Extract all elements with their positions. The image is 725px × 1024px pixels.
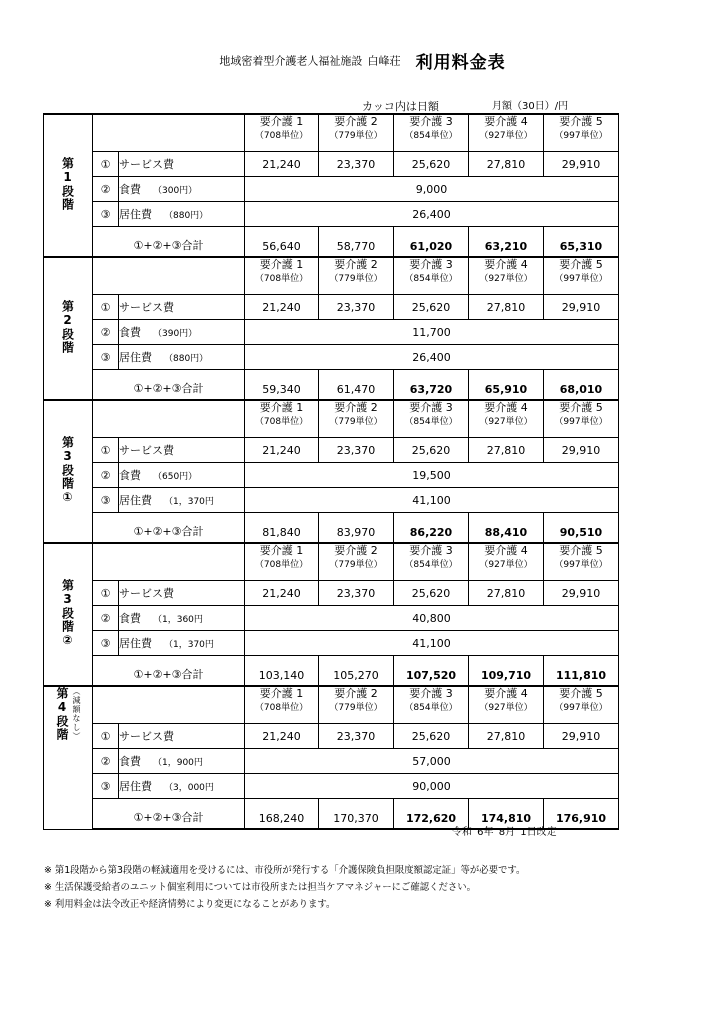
total-value: 83,970 [319,513,394,544]
service-fee-value: 25,620 [394,152,469,177]
care-level-header-row [44,686,619,724]
food-daily-price: （650円） [153,472,198,482]
service-fee-value: 29,910 [544,438,619,463]
header-blank-cell [93,257,245,295]
room-daily-price: （3，000円 [164,783,214,793]
care-level-units: （927単位） [479,417,533,427]
stage-label [44,400,93,543]
care-level-header [544,686,619,724]
care-level-units: （854単位） [404,560,458,570]
total-label: ①+②+③合計 [93,227,245,258]
room-fee-label: 居住費 [119,637,152,650]
header-blank-cell [93,686,245,724]
food-daily-price: （1，360円 [153,615,203,625]
total-value: 81,840 [245,513,319,544]
footnote-item: ※ 利用料金は法令改正や経済情勢により変更になることがあります。 [44,899,336,910]
item-label [119,438,245,463]
care-level-header [469,543,544,581]
total-row [44,370,619,401]
food-fee-row [44,463,619,488]
food-daily-price: （300円） [153,186,198,196]
footnote-item: ※ 生活保護受給者のユニット個室利用については市役所または担当ケアマネジャーにご確認ください。 [44,882,476,893]
room-fee-label: 居住費 [119,351,152,364]
item-label [119,606,245,631]
room-daily-price: （1，370円 [164,497,214,507]
item-number: ① [93,152,119,177]
stage-label [44,686,93,829]
care-level-header [245,686,319,724]
home-name: 白峰荘 [367,54,401,68]
care-level-label: 要介護 2 [334,544,378,557]
room-fee-value: 90,000 [245,774,619,799]
total-value: 63,720 [394,370,469,401]
care-level-header-row [44,400,619,438]
service-fee-value: 23,370 [319,581,394,606]
service-fee-value: 27,810 [469,438,544,463]
item-number: ② [93,606,119,631]
service-fee-row [44,152,619,177]
stage-label [44,543,93,686]
service-fee-value: 25,620 [394,581,469,606]
service-fee-value: 29,910 [544,581,619,606]
care-level-header [394,543,469,581]
food-daily-price: （390円） [153,329,198,339]
care-level-header [245,400,319,438]
care-level-label: 要介護 1 [259,258,304,271]
care-level-header [469,257,544,295]
monthly-unit-note: 月額（30日）/円 [492,101,569,112]
item-number: ③ [93,774,119,799]
header-blank-cell [93,114,245,152]
food-fee-value: 19,500 [245,463,619,488]
care-level-label: 要介護 5 [559,258,603,271]
service-fee-label: サービス費 [119,444,174,457]
service-fee-value: 23,370 [319,152,394,177]
care-level-header [394,686,469,724]
total-value: 63,210 [469,227,544,258]
care-level-header [319,686,394,724]
item-number: ① [93,724,119,749]
stage-name: 第4段階 [55,687,69,741]
service-fee-row [44,438,619,463]
item-number: ③ [93,488,119,513]
care-level-label: 要介護 5 [559,544,603,557]
item-label [119,177,245,202]
service-fee-label: サービス費 [119,158,174,171]
care-level-label: 要介護 4 [484,687,528,700]
care-level-units: （854単位） [404,703,458,713]
care-level-units: （997単位） [554,417,608,427]
total-value: 88,410 [469,513,544,544]
total-value: 176,910 [544,799,619,830]
room-fee-value: 41,100 [245,631,619,656]
room-fee-row [44,202,619,227]
service-fee-value: 23,370 [319,295,394,320]
care-level-label: 要介護 1 [259,687,304,700]
total-value: 65,310 [544,227,619,258]
care-level-units: （708単位） [254,703,309,713]
stage-name: 第3段階① [60,435,75,505]
room-fee-value: 41,100 [245,488,619,513]
item-label [119,463,245,488]
care-level-label: 要介護 2 [334,115,378,128]
care-level-header [245,257,319,295]
service-fee-value: 21,240 [245,724,319,749]
care-level-header [245,114,319,152]
total-value: 109,710 [469,656,544,687]
revision-date: 令和 6年 8月 1日改定 [452,827,557,838]
total-value: 65,910 [469,370,544,401]
total-value: 61,020 [394,227,469,258]
stage-label [44,114,93,257]
food-fee-value: 9,000 [245,177,619,202]
care-level-header [319,543,394,581]
care-level-header-row [44,257,619,295]
stage-label [44,257,93,400]
item-label [119,320,245,345]
item-number: ① [93,295,119,320]
total-value: 68,010 [544,370,619,401]
care-level-units: （997単位） [554,560,608,570]
care-level-label: 要介護 3 [409,687,453,700]
care-level-label: 要介護 4 [484,544,528,557]
total-label: ①+②+③合計 [93,370,245,401]
total-value: 168,240 [245,799,319,830]
service-fee-value: 29,910 [544,152,619,177]
service-fee-label: サービス費 [119,301,174,314]
room-daily-price: （1，370円 [164,640,214,650]
item-number: ③ [93,202,119,227]
care-level-header [394,257,469,295]
facility-name: 地域密着型介護老人福祉施設 [219,54,363,68]
care-level-header [544,114,619,152]
header-blank-cell [93,543,245,581]
service-fee-label: サービス費 [119,587,174,600]
service-fee-value: 25,620 [394,724,469,749]
service-fee-value: 21,240 [245,152,319,177]
care-level-units: （779単位） [329,131,383,141]
care-level-header-row [44,114,619,152]
care-level-units: （779単位） [329,560,383,570]
document-title [0,48,725,73]
care-level-header-row [44,543,619,581]
food-daily-price: （1，900円 [153,758,203,768]
total-value: 56,640 [245,227,319,258]
stage-name: 第3段階② [60,578,75,648]
care-level-units: （927単位） [479,703,533,713]
service-fee-label: サービス費 [119,730,174,743]
total-value: 170,370 [319,799,394,830]
total-value: 174,810 [469,799,544,830]
food-fee-value: 40,800 [245,606,619,631]
food-fee-row [44,749,619,774]
care-level-units: （997単位） [554,131,608,141]
room-fee-value: 26,400 [245,345,619,370]
care-level-header [544,400,619,438]
item-number: ② [93,749,119,774]
room-fee-row [44,345,619,370]
service-fee-value: 27,810 [469,152,544,177]
care-level-header [245,543,319,581]
care-level-units: （854単位） [404,274,458,284]
item-label [119,345,245,370]
total-value: 111,810 [544,656,619,687]
care-level-label: 要介護 5 [559,687,603,700]
item-label [119,724,245,749]
total-label: ①+②+③合計 [93,656,245,687]
item-label [119,202,245,227]
care-level-label: 要介護 4 [484,401,528,414]
total-row [44,656,619,687]
care-level-header [394,400,469,438]
care-level-units: （927単位） [479,131,533,141]
care-level-header [469,686,544,724]
service-fee-value: 21,240 [245,581,319,606]
item-number: ③ [93,345,119,370]
total-row [44,513,619,544]
service-fee-value: 27,810 [469,581,544,606]
daily-amount-note: カッコ内は日額 [362,100,439,113]
item-number: ③ [93,631,119,656]
room-fee-row [44,774,619,799]
food-fee-row [44,606,619,631]
service-fee-row [44,724,619,749]
care-level-header [394,114,469,152]
food-fee-row [44,320,619,345]
total-value: 59,340 [245,370,319,401]
service-fee-value: 23,370 [319,438,394,463]
total-value: 105,270 [319,656,394,687]
header-blank-cell [93,400,245,438]
care-level-label: 要介護 4 [484,258,528,271]
care-level-units: （779単位） [329,703,383,713]
item-number: ② [93,177,119,202]
care-level-label: 要介護 2 [334,687,378,700]
service-fee-value: 29,910 [544,295,619,320]
food-fee-value: 57,000 [245,749,619,774]
room-fee-label: 居住費 [119,208,152,221]
total-value: 58,770 [319,227,394,258]
care-level-units: （708単位） [254,131,309,141]
service-fee-value: 25,620 [394,295,469,320]
care-level-header [469,400,544,438]
care-level-header [469,114,544,152]
total-label: ①+②+③合計 [93,513,245,544]
care-level-label: 要介護 3 [409,401,453,414]
care-level-units: （854単位） [404,131,458,141]
total-value: 172,620 [394,799,469,830]
room-fee-row [44,631,619,656]
food-fee-label: 食費 [119,183,141,196]
stage-name: 第2段階 [60,300,75,354]
food-fee-label: 食費 [119,326,141,339]
room-daily-price: （880円） [164,211,209,221]
footnote-item: ※ 第1段階から第3段階の軽減適用を受けるには、市役所が発行する「介護保険負担限度額認定証」等が必要です。 [44,865,526,876]
care-level-label: 要介護 1 [259,401,304,414]
care-level-units: （997単位） [554,274,608,284]
care-level-label: 要介護 2 [334,258,378,271]
room-fee-label: 居住費 [119,780,152,793]
service-fee-value: 23,370 [319,724,394,749]
care-level-units: （708単位） [254,560,309,570]
service-fee-value: 21,240 [245,438,319,463]
item-label [119,749,245,774]
item-label [119,631,245,656]
care-level-units: （927単位） [479,274,533,284]
care-level-header [319,400,394,438]
service-fee-value: 25,620 [394,438,469,463]
item-label [119,488,245,513]
page-title: 利用料金表 [415,53,506,73]
total-row [44,227,619,258]
care-level-units: （854単位） [404,417,458,427]
care-level-units: （997単位） [554,703,608,713]
room-fee-value: 26,400 [245,202,619,227]
item-number: ② [93,463,119,488]
item-number: ② [93,320,119,345]
total-value: 86,220 [394,513,469,544]
care-level-label: 要介護 3 [409,544,453,557]
care-level-label: 要介護 2 [334,401,378,414]
care-level-label: 要介護 3 [409,115,453,128]
care-level-label: 要介護 1 [259,544,304,557]
food-fee-value: 11,700 [245,320,619,345]
care-level-label: 要介護 3 [409,258,453,271]
care-level-units: （779単位） [329,417,383,427]
room-fee-row [44,488,619,513]
room-fee-label: 居住費 [119,494,152,507]
item-number: ① [93,581,119,606]
service-fee-value: 27,810 [469,724,544,749]
item-label [119,581,245,606]
item-label [119,774,245,799]
care-level-header [319,114,394,152]
footnotes [44,862,525,913]
service-fee-value: 21,240 [245,295,319,320]
item-number: ① [93,438,119,463]
care-level-units: （708単位） [254,417,309,427]
service-fee-row [44,581,619,606]
service-fee-value: 29,910 [544,724,619,749]
service-fee-row [44,295,619,320]
fee-table [43,113,619,830]
total-value: 90,510 [544,513,619,544]
care-level-label: 要介護 4 [484,115,528,128]
item-label [119,295,245,320]
care-level-label: 要介護 5 [559,401,603,414]
care-level-units: （708単位） [254,274,309,284]
food-fee-label: 食費 [119,612,141,625]
stage-name: 第1段階 [60,157,75,211]
care-level-label: 要介護 5 [559,115,603,128]
room-daily-price: （880円） [164,354,209,364]
stage-note: （減額なし） [72,687,81,741]
care-level-label: 要介護 1 [259,115,304,128]
food-fee-label: 食費 [119,469,141,482]
care-level-header [544,257,619,295]
total-label: ①+②+③合計 [93,799,245,830]
care-level-header [544,543,619,581]
care-level-units: （927単位） [479,560,533,570]
total-value: 103,140 [245,656,319,687]
total-value: 61,470 [319,370,394,401]
care-level-header [319,257,394,295]
total-value: 107,520 [394,656,469,687]
food-fee-row [44,177,619,202]
food-fee-label: 食費 [119,755,141,768]
service-fee-value: 27,810 [469,295,544,320]
care-level-units: （779単位） [329,274,383,284]
item-label [119,152,245,177]
